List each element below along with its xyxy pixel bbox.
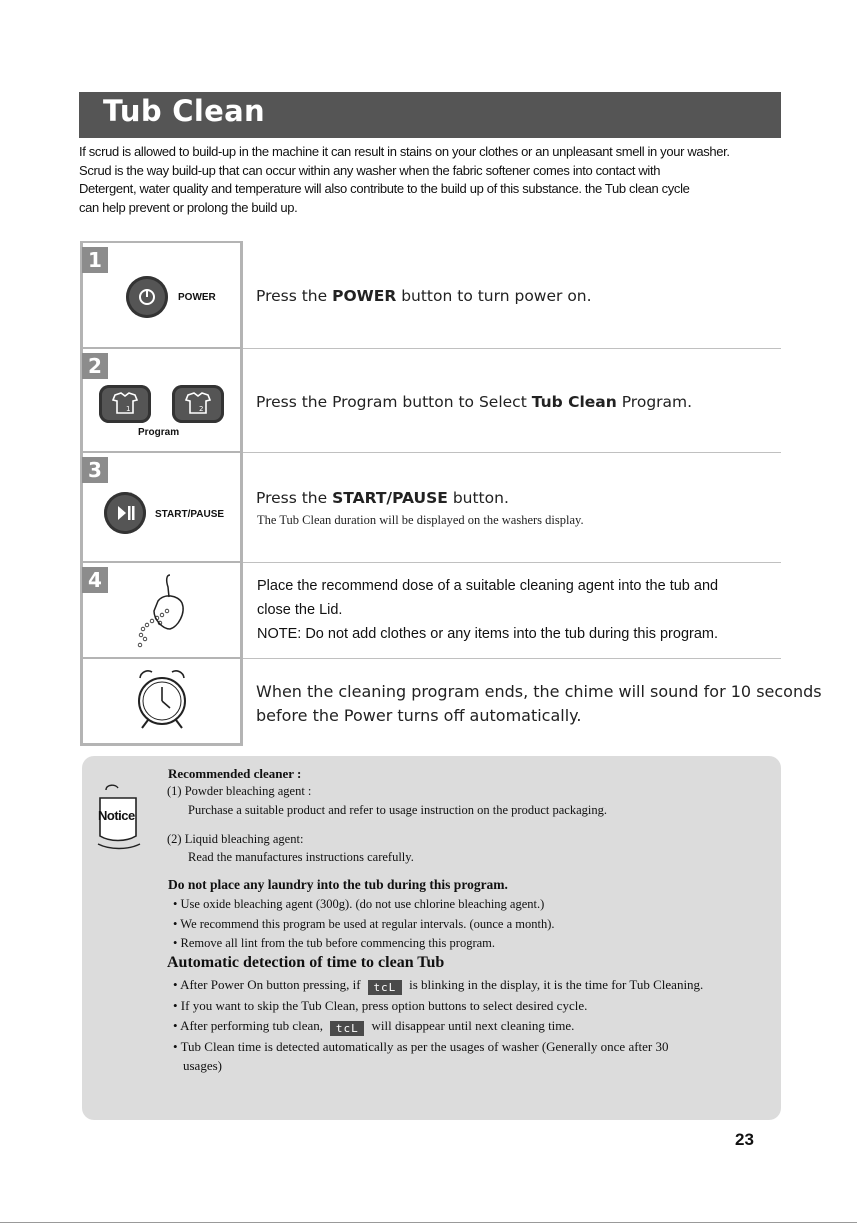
step-3-text <box>256 489 509 507</box>
step-1-text-pre: Press the <box>256 287 333 305</box>
step-number-2: 2 <box>82 353 108 379</box>
step-4-line-1: Place the recommend dose of a suitable cleaning agent into the tub and <box>257 578 719 594</box>
liquid-agent-detail: Read the manufactures instructions carefully. <box>188 850 414 864</box>
notice-bullet: • Use oxide bleaching agent (300g). (do not use chlorine bleaching agent.) <box>173 897 545 911</box>
auto-bullet-4: • Tub Clean time is detected automatically as per the usages of washer (Generally once after 30 <box>173 1039 669 1054</box>
step-3-text-pre: Press the <box>256 489 333 507</box>
alarm-clock-icon <box>130 666 194 734</box>
section-header <box>79 92 781 138</box>
step-1-text-bold: POWER <box>332 287 397 305</box>
start-pause-button[interactable] <box>104 492 146 534</box>
icon-divider <box>80 347 243 349</box>
page-title: Tub Clean <box>103 94 265 128</box>
auto-bullet-3-post: will disappear until next cleaning time. <box>368 1018 575 1033</box>
power-button-label: POWER <box>178 292 216 303</box>
step-1-text-post: button to turn power on. <box>396 287 592 305</box>
step-3-text-post: button. <box>447 489 509 507</box>
intro-line: Scrud is the way build-up that can occur within any washer when the fabric softener comes into contact with <box>79 162 661 178</box>
step-5-line-1: When the cleaning program ends, the chime will sound for 10 seconds <box>256 682 822 701</box>
auto-bullet-1-post: is blinking in the display, it is the time for Tub Cleaning. <box>405 977 704 992</box>
start-pause-button-label: START/PAUSE <box>155 509 225 520</box>
tub-clean-display-code: tcL <box>368 980 402 995</box>
power-icon <box>126 276 168 318</box>
step-4-note: NOTE: Do not add clothes or any items into the tub during this program. <box>257 626 719 642</box>
step-2-text-post: Program. <box>616 393 693 411</box>
step-4-line-2: close the Lid. <box>257 602 343 618</box>
step-1-text <box>256 287 592 305</box>
notice-bullet: • Remove all lint from the tub before commencing this program. <box>173 936 496 950</box>
intro-line: can help prevent or prolong the build up. <box>79 199 298 215</box>
step-5-line-2: before the Power turns off automatically. <box>256 706 582 725</box>
liquid-agent: (2) Liquid bleaching agent: <box>167 832 304 846</box>
auto-bullet-4-continued: usages) <box>183 1058 222 1073</box>
program-button-1[interactable] <box>99 385 151 423</box>
shirt-program-1-icon <box>99 385 151 423</box>
svg-text:1: 1 <box>126 405 131 413</box>
auto-bullet-2: • If you want to skip the Tub Clean, press option buttons to select desired cycle. <box>173 998 588 1013</box>
step-number-1: 1 <box>82 247 108 273</box>
detergent-scoop-icon <box>132 571 192 653</box>
steps-table <box>80 241 822 741</box>
program-button-2[interactable] <box>172 385 224 423</box>
power-button[interactable] <box>126 276 168 318</box>
auto-bullet-3-pre: • After performing tub clean, <box>173 1018 327 1033</box>
auto-bullet-3 <box>173 1018 574 1036</box>
step-3-subtext: The Tub Clean duration will be displayed on the washers display. <box>257 513 584 527</box>
auto-detection-heading: Automatic detection of time to clean Tub <box>167 954 445 971</box>
intro-line: Detergent, water quality and temperature will also contribute to the build up of this substance. the Tub clean cycle <box>79 181 690 196</box>
notice-bullet: • We recommend this program be used at regular intervals. (ounce a month). <box>173 917 555 931</box>
step-3-text-bold: START/PAUSE <box>332 489 448 507</box>
auto-bullet-1 <box>173 977 703 995</box>
notice-badge-label: Notice <box>98 808 135 823</box>
notice-panel <box>82 756 781 1120</box>
warning-heading: Do not place any laundry into the tub during this program. <box>168 877 508 892</box>
tub-clean-display-code: tcL <box>330 1021 364 1036</box>
shirt-program-2-icon <box>172 385 224 423</box>
step-number-4: 4 <box>82 567 108 593</box>
icon-divider <box>80 561 243 563</box>
step-2-text-pre: Press the Program button to Select <box>256 393 532 411</box>
powder-agent: (1) Powder bleaching agent : <box>167 784 312 798</box>
powder-agent-detail: Purchase a suitable product and refer to usage instruction on the product packaging. <box>188 803 607 817</box>
svg-text:2: 2 <box>199 405 204 413</box>
step-number-3: 3 <box>82 457 108 483</box>
recommended-cleaner-heading: Recommended cleaner : <box>168 766 302 781</box>
program-button-label: Program <box>138 427 180 438</box>
bottom-rule <box>0 1222 857 1223</box>
intro-line: If scrud is allowed to build-up in the machine it can result in stains on your clothes or an unpleasant smell in your washer. <box>79 144 730 159</box>
step-2-text-bold: Tub Clean <box>531 393 617 411</box>
icon-divider <box>80 657 243 659</box>
step-2-text <box>256 393 692 411</box>
page-number: 23 <box>735 1130 754 1149</box>
intro-paragraph <box>79 143 809 217</box>
play-pause-icon <box>104 492 146 534</box>
icon-divider <box>80 451 243 453</box>
auto-bullet-1-pre: • After Power On button pressing, if <box>173 977 364 992</box>
